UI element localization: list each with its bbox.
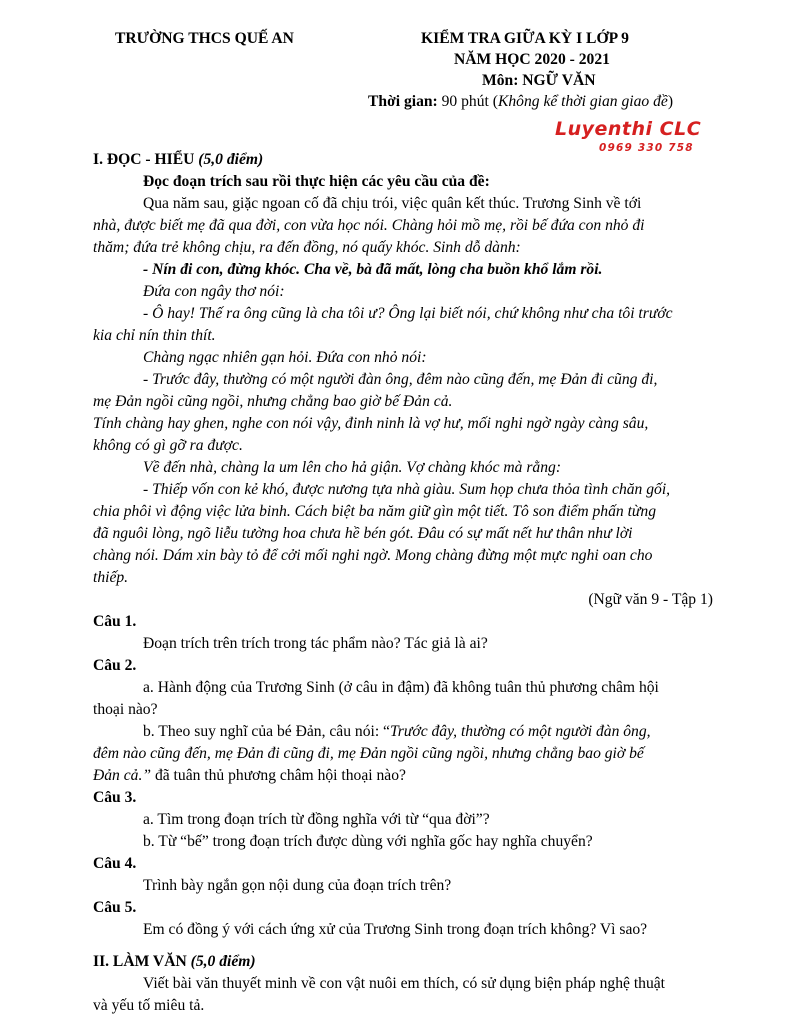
question-4-title: Câu 4. [93,855,137,872]
part1-instruction: Đọc đoạn trích sau rồi thực hiện các yêu cầu của đề: [143,173,490,190]
part1-heading [93,149,713,171]
passage-line: Về đến nhà, chàng la um lên cho hả giận. Vợ chàng khóc mà rằng: [143,459,562,476]
part2-text-cont: và yếu tố miêu tả. [93,997,205,1014]
school-year: NĂM HỌC 2020 - 2021 [454,51,610,68]
passage-line: - Trước đây, thường có một người đàn ông, đêm nào cũng đến, mẹ Đản đi cũng đi, [143,371,658,388]
part2-points: (5,0 điểm) [190,953,256,970]
question-2b-text [93,721,713,743]
question-3a-text: a. Tìm trong đoạn trích từ đồng nghĩa với từ “qua đời”? [143,811,490,828]
passage-line: thăm; đứa trẻ không chịu, ra đến đồng, nó quấy khóc. Sinh dỗ dành: [93,239,521,256]
question-2-title: Câu 2. [93,657,137,674]
exam-time [368,91,673,113]
passage-line: chàng nói. Dám xin bày tỏ để cởi mối nghi ngờ. Mong chàng đừng một mực nghi oan cho [93,547,653,564]
time-close: ) [667,93,674,110]
time-label: Thời gian: [368,93,438,110]
passage-line: thiếp. [93,569,129,586]
question-5-title: Câu 5. [93,899,137,916]
passage-line: nhà, được biết mẹ đã qua đời, con vừa học nói. Chàng hỏi mồ mẹ, rồi bế đứa con nhỏ đi [93,217,645,234]
question-3-title: Câu 3. [93,789,137,806]
question-2a-text-cont: thoại nào? [93,701,158,718]
question-2b-end [93,765,713,787]
question-2b-quote: Trước đây, thường có một người đàn ông, [389,723,651,740]
passage-line: Chàng ngạc nhiên gạn hỏi. Đứa con nhỏ nói: [143,349,427,366]
part1-title: I. ĐỌC - HIỂU [93,151,199,168]
question-2b-quote-end: Đản cả.” [93,767,152,784]
passage-bold-line: - Nín đi con, đừng khóc. Cha về, bà đã mất, lòng cha buồn khổ lắm rồi. [143,261,603,278]
passage-line: - Ô hay! Thế ra ông cũng là cha tôi ư? Ông lại biết nói, chứ không như cha tôi trước [143,305,673,322]
exam-body [93,149,713,1017]
question-2b-lead: b. Theo suy nghĩ của bé Đản, câu nói: “ [143,723,390,740]
watermark-name: Luyenthi CLC [555,118,702,140]
question-2b-tail: đã tuân thủ phương châm hội thoại nào? [151,767,406,784]
part1-points: (5,0 điểm) [198,151,264,168]
passage-line: Đứa con ngây thơ nói: [143,283,285,300]
passage-line: Tính chàng hay ghen, nghe con nói vậy, đinh ninh là vợ hư, mối nghi ngờ ngày càng sâu, [93,415,649,432]
passage-line: đã nguôi lòng, ngõ liễu tường hoa chưa hề bén gót. Đâu có sự mất nết hư thân như lời [93,525,633,542]
part2-text: Viết bài văn thuyết minh về con vật nuôi em thích, có sử dụng biện pháp nghệ thuật [143,975,665,992]
part2-title: II. LÀM VĂN [93,953,191,970]
source-reference: (Ngữ văn 9 - Tập 1) [588,591,713,608]
passage-line: kia chỉ nín thin thít. [93,327,216,344]
school-name: TRƯỜNG THCS QUẾ AN [115,30,294,47]
question-3b-text: b. Từ “bế” trong đoạn trích được dùng với nghĩa gốc hay nghĩa chuyển? [143,833,593,850]
question-4-text: Trình bày ngắn gọn nội dung của đoạn trích trên? [143,877,452,894]
time-note: Không kể thời gian giao đề [497,93,668,110]
time-value: 90 phút ( [437,93,498,110]
passage-line: Qua năm sau, giặc ngoan cố đã chịu trói, việc quân kết thúc. Trương Sinh về tới [143,195,642,212]
spacer [93,941,713,951]
passage-line: không có gì gỡ ra được. [93,437,243,454]
question-1-title: Câu 1. [93,613,137,630]
question-2b-quote-cont: đêm nào cũng đến, mẹ Đản đi cũng đi, mẹ Đản ngồi cũng ngồi, nhưng chẳng bao giờ bế [93,745,644,762]
part2-heading [93,951,713,973]
question-5-text: Em có đồng ý với cách ứng xử của Trương Sinh trong đoạn trích không? Vì sao? [143,921,648,938]
question-1-text: Đoạn trích trên trích trong tác phẩm nào? Tác giả là ai? [143,635,488,652]
passage-line: - Thiếp vốn con kẻ khó, được nương tựa nhà giàu. Sum họp chưa thỏa tình chăn gối, [143,481,671,498]
passage-line: mẹ Đản ngồi cũng ngồi, nhưng chẳng bao giờ bế Đản cả. [93,393,453,410]
watermark-phone: 0969 330 758 [599,142,694,154]
passage-line: chia phôi vì động việc lửa binh. Cách biệt ba năm giữ gìn một tiết. Tô son điểm phấn từng [93,503,657,520]
subject: Môn: NGỮ VĂN [482,72,596,89]
exam-title: KIỂM TRA GIỮA KỲ I LỚP 9 [421,30,629,47]
question-2a-text: a. Hành động của Trương Sinh (ở câu in đậm) đã không tuân thủ phương châm hội [143,679,659,696]
